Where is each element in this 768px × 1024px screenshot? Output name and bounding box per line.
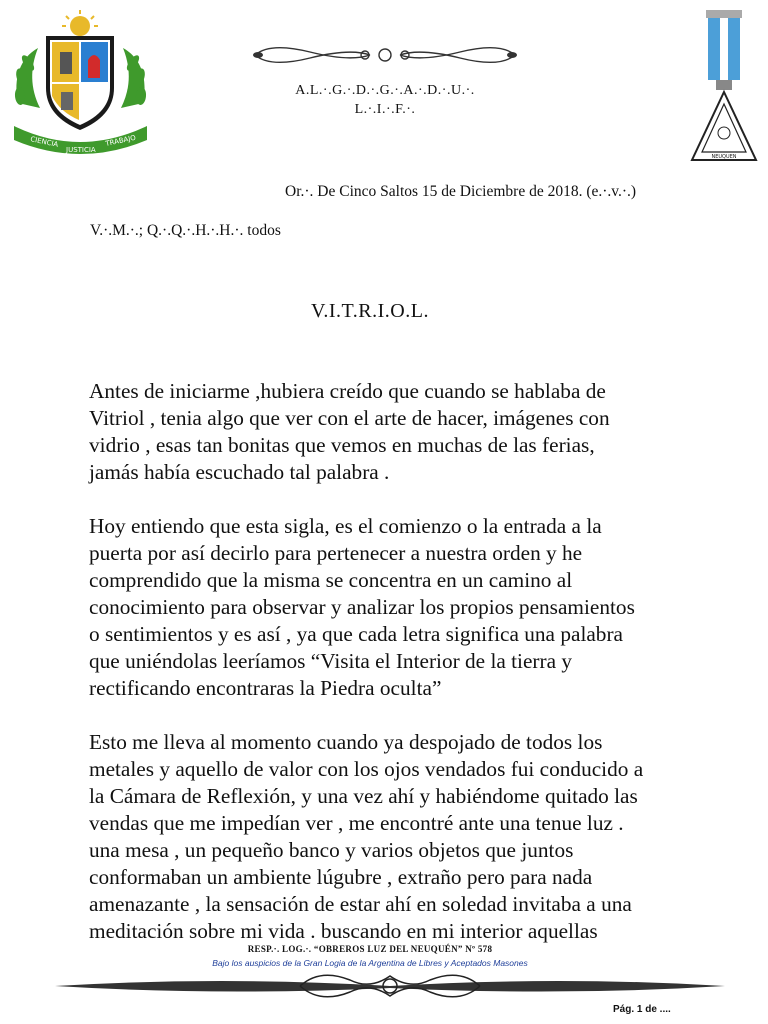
body-line: o sentimientos y es así , ya que cada letra significa una palabra — [89, 622, 624, 646]
paragraph-2 — [89, 513, 749, 702]
paragraph-3 — [89, 729, 749, 945]
body-line: amenazante , la sensación de estar ahí en soledad invitaba a una — [89, 892, 632, 916]
body-line: meditación sobre mi vida . buscando en mi interior aquellas — [89, 919, 598, 943]
body-line: conocimiento para observar y analizar los propios pensamientos — [89, 595, 635, 619]
body-line: que uniéndolas leeríamos “Visita el Interior de la tierra y — [89, 649, 573, 673]
body-line: metales y aquello de valor con los ojos vendados fui conducido a — [89, 757, 644, 781]
body-line: la Cámara de Reflexión, y una vez ahí y habiéndome quitado las — [89, 784, 638, 808]
footer-lodge-name: RESP.·. LOG.·. “OBREROS LUZ DEL NEUQUÉN” Nº 578 — [247, 944, 493, 954]
body-line: Esto me lleva al momento cuando ya despojado de todos los — [89, 730, 603, 754]
lodge-crest-logo — [8, 8, 153, 158]
body-line: vendas que me impedían ver , me encontré ante una tenue luz . — [89, 811, 624, 835]
footer-auspices: Bajo los auspicios de la Gran Logia de la Argentina de Libres y Aceptados Masones — [212, 958, 528, 968]
header-acronym-line1: A.L.·.G.·.D.·.G.·.A.·.D.·.U.·. — [295, 83, 475, 98]
body-line: vidrio , esas tan bonitas que vemos en muchas de las ferias, — [89, 433, 595, 457]
body-line: una mesa , un pequeño banco y varios objetos que juntos — [89, 838, 574, 862]
document-title: V.I.T.R.I.O.L. — [311, 300, 429, 322]
body-line: rectificando encontraras la Piedra oculta” — [89, 676, 442, 700]
document-body — [89, 378, 749, 972]
body-line: jamás había escuchado tal palabra . — [89, 460, 390, 484]
crest-motto-1: CIENCIA — [29, 135, 59, 149]
body-line: puerta por así decirlo para pertenecer a nuestra orden y he — [89, 541, 583, 565]
body-line: Vitriol , tenia algo que ver con el arte de hacer, imágenes con — [89, 406, 610, 430]
bottom-ornament-divider — [50, 968, 730, 1004]
body-line: conformaban un ambiente lúgubre , extraño pero para nada — [89, 865, 593, 889]
crest-motto-3: TRABAJO — [104, 133, 137, 148]
top-ornament-divider — [250, 40, 520, 70]
date-line: Or.·. De Cinco Saltos 15 de Diciembre de 2018. (e.·.v.·.) — [285, 183, 637, 200]
body-line: Hoy entiendo que esta sigla, es el comienzo o la entrada a la — [89, 514, 602, 538]
paragraph-1 — [89, 378, 749, 486]
salutation: V.·.M.·.; Q.·.Q.·.H.·.H.·. todos — [90, 222, 281, 239]
body-line: comprendido que la misma se concentra en un camino al — [89, 568, 573, 592]
header-acronym-line2: L.·.I.·.F.·. — [354, 102, 416, 117]
body-line: Antes de iniciarme ,hubiera creído que cuando se hablaba de — [89, 379, 606, 403]
crest-motto-2: JUSTICIA — [66, 146, 96, 154]
svg-text:NEUQUEN: NEUQUEN — [711, 154, 737, 160]
lodge-medal-logo — [690, 8, 760, 166]
page-number: Pág. 1 de .... — [613, 1004, 671, 1015]
